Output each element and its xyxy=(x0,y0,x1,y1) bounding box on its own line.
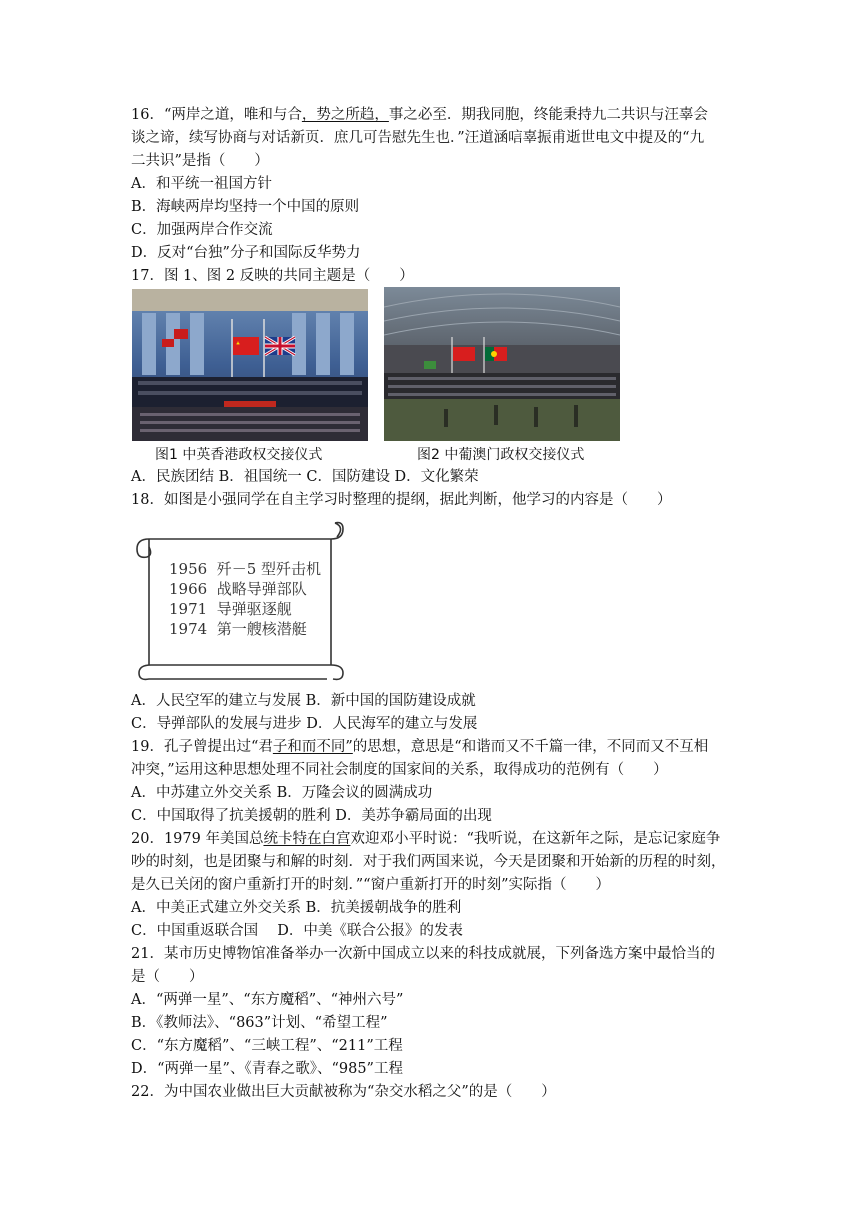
q22-stem: 22．为中国农业做出巨大贡献被称为“杂交水稻之父”的是（ ） xyxy=(131,1084,556,1100)
figure1-caption: 图1 中英香港政权交接仪式 xyxy=(155,447,323,463)
macau-handover-photo xyxy=(384,287,620,441)
q18-options-line1: A．人民空军的建立与发展 B．新中国的国防建设成就 xyxy=(131,693,476,709)
scroll-row-3: 1971 导弹驱逐舰 xyxy=(169,600,292,618)
q17-stem: 17．图 1、图 2 反映的共同主题是（ ） xyxy=(131,268,414,284)
q20-options-line2: C．中国重返联合国 D．中美《联合公报》的发表 xyxy=(131,923,463,939)
q21-option-d: D．“两弹一星”、《青春之歌》、“985”工程 xyxy=(131,1061,403,1077)
q18-stem: 18．如图是小强同学在自主学习时整理的提纲，据此判断，他学习的内容是（ ） xyxy=(131,492,672,508)
q16-stem-line1: 16．“两岸之道，唯和与合，势之所趋，事之必至．期我同胞，终能秉持九二共识与汪辜会 xyxy=(131,107,708,123)
scroll-row-4: 1974 第一艘核潜艇 xyxy=(169,620,307,638)
q16-option-c: C．加强两岸合作交流 xyxy=(131,222,273,238)
q18-options-line2: C．导弹部队的发展与进步 D．人民海军的建立与发展 xyxy=(131,716,478,732)
q16-stem-line2: 谈之谛，续写协商与对话新页．庶几可告慰先生也．”汪道涵唁辜振甫逝世电文中提及的“九 xyxy=(131,130,705,146)
q16-stem-line3: 二共识”是指（ ） xyxy=(131,153,269,169)
q16-option-a: A．和平统一祖国方针 xyxy=(131,176,272,192)
q20-stem-line3: 是久已关闭的窗户重新打开的时刻．”“窗户重新打开的时刻”实际指（ ） xyxy=(131,877,610,893)
q19-options-line1: A．中苏建立外交关系 B．万隆会议的圆满成功 xyxy=(131,785,433,801)
q16-option-d: D．反对“台独”分子和国际反华势力 xyxy=(131,245,361,261)
q21-stem-line2: 是（ ） xyxy=(131,969,204,985)
q20-options-line1: A．中美正式建立外交关系 B．抗美援朝战争的胜利 xyxy=(131,900,462,916)
figure2-caption: 图2 中葡澳门政权交接仪式 xyxy=(417,447,585,463)
q20-stem-line2: 吵的时刻，也是团聚与和解的时刻．对于我们两国来说，今天是团聚和开始新的历程的时刻， xyxy=(131,854,726,870)
scroll-row-1: 1956 歼－5 型歼击机 xyxy=(169,560,322,578)
q21-option-b: B．《教师法》、“863”计划、“希望工程” xyxy=(131,1015,388,1031)
q19-stem-line2: 冲突，”运用这种思想处理不同社会制度的国家间的关系，取得成功的范例有（ ） xyxy=(131,762,668,778)
q21-option-c: C．“东方魔稻”、“三峡工程”、“211”工程 xyxy=(131,1038,403,1054)
scroll-row-2: 1966 战略导弹部队 xyxy=(169,580,307,598)
q19-stem-line1: 19．孔子曾提出过“君子和而不同”的思想，意思是“和谐而又不千篇一律，不同而又不互相 xyxy=(131,739,709,755)
q21-stem-line1: 21．某市历史博物馆准备举办一次新中国成立以来的科技成就展，下列备选方案中最恰当的 xyxy=(131,946,715,962)
q17-options: A．民族团结 B．祖国统一 C．国防建设 D．文化繁荣 xyxy=(131,469,479,485)
hong-kong-handover-photo xyxy=(132,289,368,441)
outline-scroll xyxy=(131,519,351,682)
q19-options-line2: C．中国取得了抗美援朝的胜利 D．美苏争霸局面的出现 xyxy=(131,808,492,824)
q20-stem-line1: 20．1979 年美国总统卡特在白宫欢迎邓小平时说：“我听说，在这新年之际，是忘记家庭争 xyxy=(131,831,721,847)
q21-option-a: A．“两弹一星”、“东方魔稻”、“神州六号” xyxy=(131,992,404,1008)
q16-option-b: B．海峡两岸均坚持一个中国的原则 xyxy=(131,199,360,215)
